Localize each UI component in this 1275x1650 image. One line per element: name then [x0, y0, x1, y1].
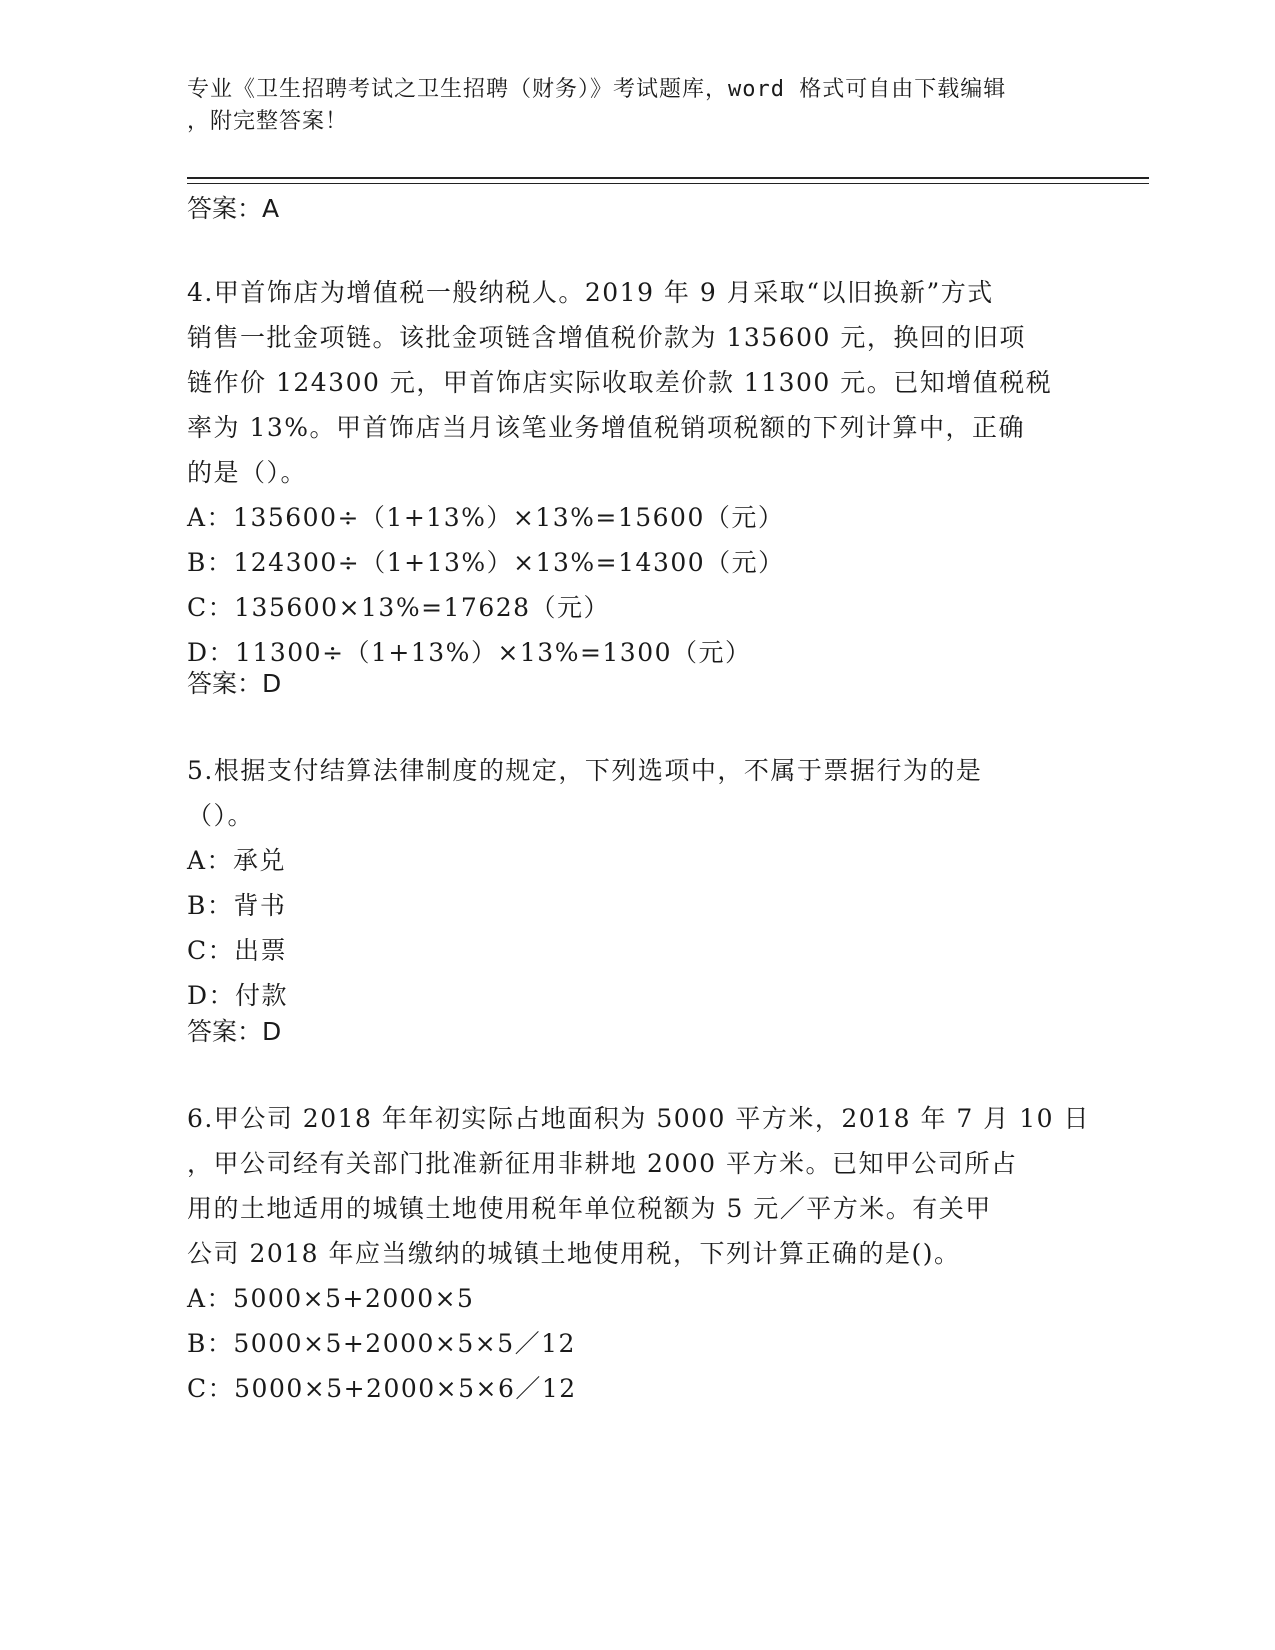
question-stem-line: 公司 2018 年应当缴纳的城镇土地使用税，下列计算正确的是()。 — [187, 1239, 961, 1268]
document-header — [187, 74, 1067, 138]
option-b: B：124300÷（1+13%）×13%=14300（元） — [187, 548, 785, 577]
header-line-2: ，附完整答案！ — [187, 109, 349, 134]
option-b: B：5000×5+2000×5×5／12 — [187, 1329, 576, 1358]
question-stem-line: （）。 — [187, 801, 255, 830]
option-c: C：135600×13%=17628（元） — [187, 593, 611, 622]
question-6 — [187, 1096, 1090, 1411]
question-5 — [187, 748, 1077, 1018]
option-c: C：5000×5+2000×5×6／12 — [187, 1374, 577, 1403]
question-5-answer: 答案：D — [187, 1017, 282, 1046]
previous-answer: 答案：A — [187, 194, 280, 223]
question-stem-line: 销售一批金项链。该批金项链含增值税价款为 135600 元，换回的旧项 — [187, 323, 1026, 352]
option-a: A：5000×5+2000×5 — [187, 1284, 475, 1313]
option-d: D：付款 — [187, 981, 289, 1010]
question-stem-line: 链作价 124300 元，甲首饰店实际收取差价款 11300 元。已知增值税税 — [187, 368, 1053, 397]
option-a: A：承兑 — [187, 846, 287, 875]
question-stem-line: ，甲公司经有关部门批准新征用非耕地 2000 平方米。已知甲公司所占 — [187, 1149, 1018, 1178]
question-stem-line: 5.根据支付结算法律制度的规定，下列选项中，不属于票据行为的是 — [187, 756, 983, 785]
question-stem-line: 6.甲公司 2018 年年初实际占地面积为 5000 平方米，2018 年 7 月 10 日 — [187, 1104, 1090, 1133]
question-stem-line: 率为 13%。甲首饰店当月该笔业务增值税销项税额的下列计算中，正确 — [187, 413, 1026, 442]
header-divider-thin — [187, 183, 1149, 184]
question-stem-line: 的是（）。 — [187, 458, 308, 487]
question-stem-line: 用的土地适用的城镇土地使用税年单位税额为 5 元／平方米。有关甲 — [187, 1194, 992, 1223]
question-stem-line: 4.甲首饰店为增值税一般纳税人。2019 年 9 月采取“以旧换新”方式 — [187, 278, 994, 307]
option-a: A：135600÷（1+13%）×13%=15600（元） — [187, 503, 785, 532]
question-4-answer: 答案：D — [187, 669, 282, 698]
header-line-1: 专业《卫生招聘考试之卫生招聘（财务）》考试题库，word 格式可自由下载编辑 — [187, 77, 1007, 102]
option-c: C：出票 — [187, 936, 288, 965]
question-4 — [187, 270, 1077, 675]
option-d: D：11300÷（1+13%）×13%=1300（元） — [187, 638, 752, 667]
header-divider-thick — [187, 177, 1149, 179]
option-b: B：背书 — [187, 891, 287, 920]
